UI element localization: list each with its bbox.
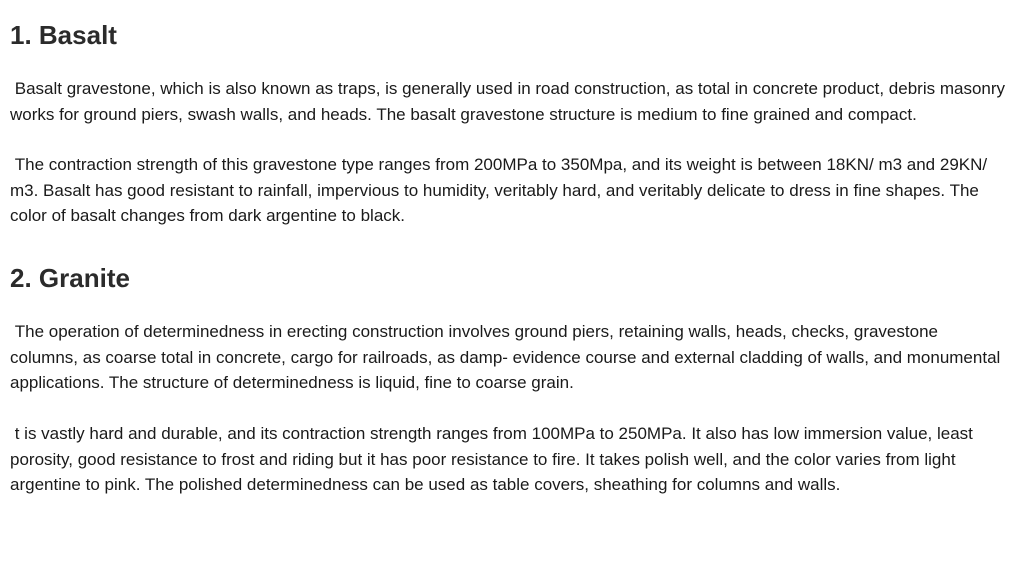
basalt-paragraph-uses: Basalt gravestone, which is also known as traps, is generally used in road construction, as total in concrete product, debris masonry works for ground piers, swash walls, and heads. The basalt gravestone structure is medium to fine grained and compact. (10, 79, 1010, 124)
granite-paragraph-properties: t is vastly hard and durable, and its contraction strength ranges from 100MPa to 250MPa. It also has low immersion value, least porosity, good resistance to frost and riding but it has poor resistance to fire. It takes polish well, and the color varies from light argentine to pink. The polished determinedness can be used as table covers, sheathing for columns and walls. (10, 424, 978, 494)
section-heading-granite: 2. Granite (10, 263, 130, 293)
section-heading-basalt: 1. Basalt (10, 20, 117, 50)
granite-paragraph-uses: The operation of determinedness in erecting construction involves ground piers, retaining walls, heads, checks, gravestone columns, as coarse total in concrete, cargo for railroads, as damp- evidence course and external cladding of walls, and monumental applications. The structure of determinedness is liquid, fine to coarse grain. (10, 322, 1006, 392)
basalt-paragraph-properties: The contraction strength of this gravestone type ranges from 200MPa to 350Mpa, and its weight is between 18KN/ m3 and 29KN/ m3. Basalt has good resistant to rainfall, impervious to humidity, veritably hard, and veritably delicate to dress in fine shapes. The color of basalt changes from dark argentine to black. (10, 155, 992, 225)
